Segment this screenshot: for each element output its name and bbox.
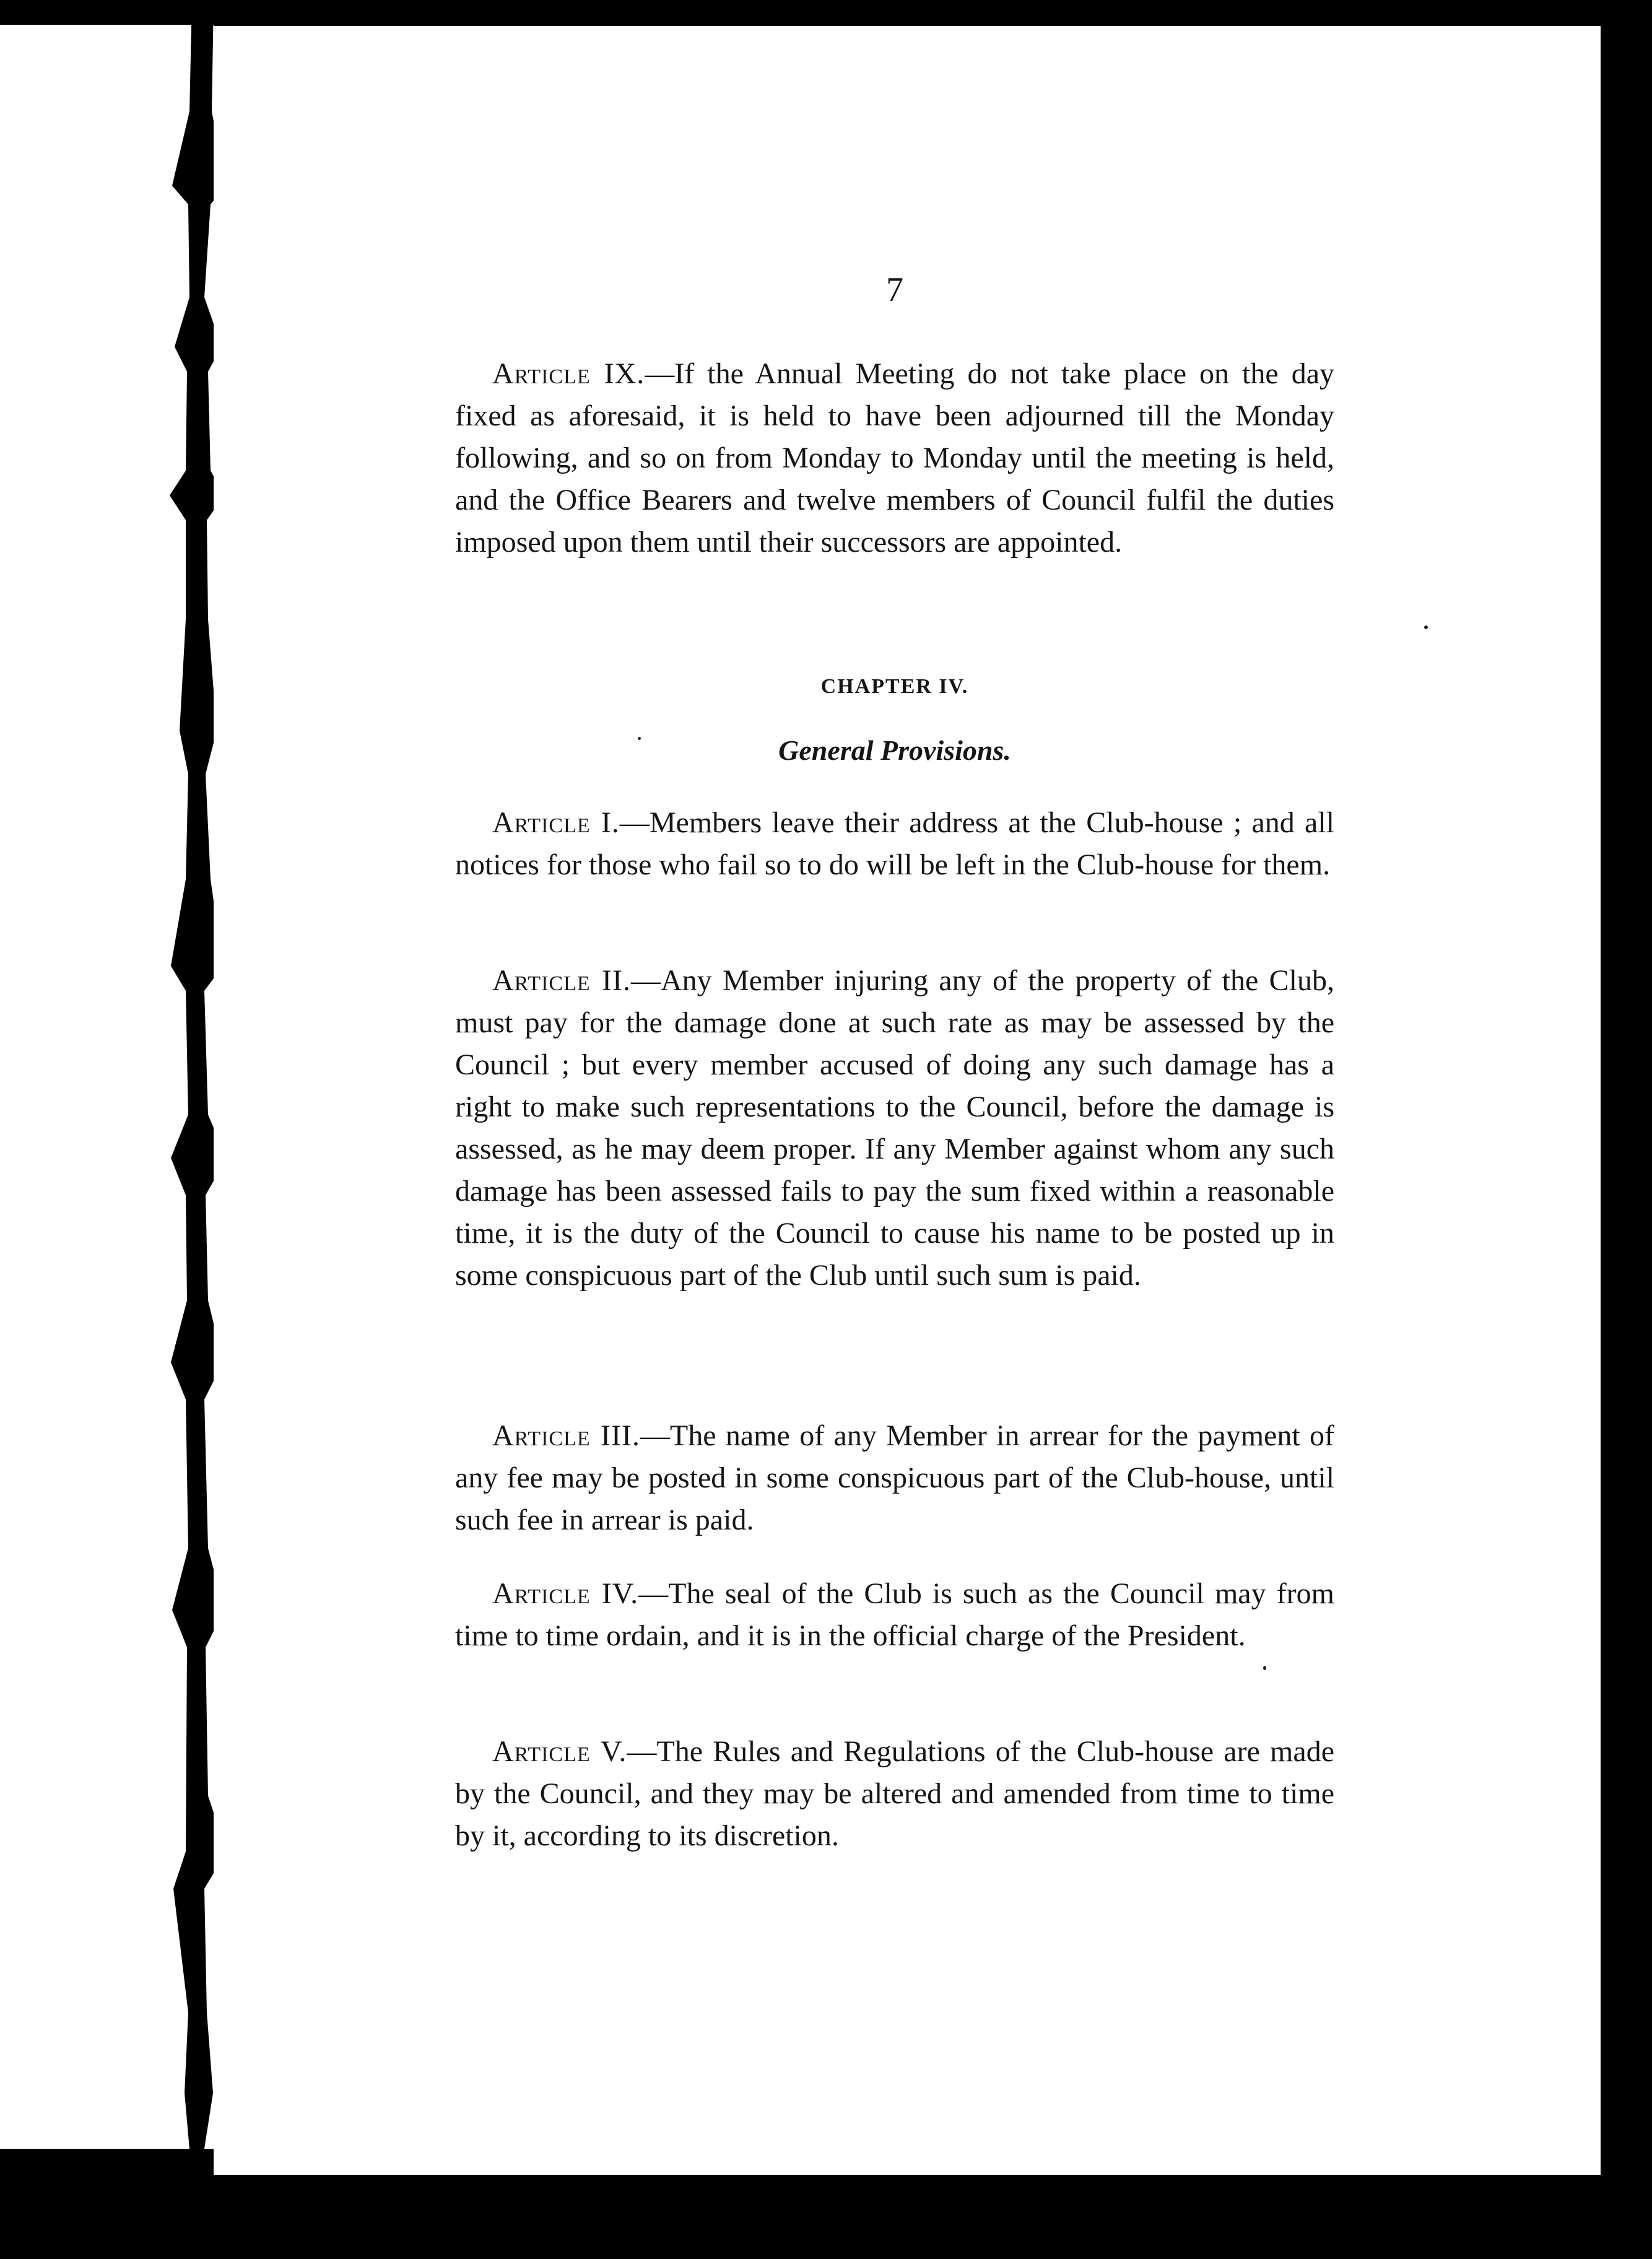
- article-label: Article I.: [492, 806, 620, 839]
- article-text: —The Rules and Regulations of the Club-house are made by the Council, and they may be altered and amended from time to time by it, according to its discretion.: [455, 1735, 1334, 1852]
- print-speck: [1263, 1666, 1266, 1670]
- article-text: —The name of any Member in arrear for the payment of any fee may be posted in some conspicuous part of the Club-house, until such fee in arrear is paid.: [455, 1419, 1335, 1536]
- print-speck: [1424, 625, 1428, 629]
- page-number: 7: [886, 271, 903, 309]
- article-paragraph: [455, 1731, 1334, 1857]
- article-paragraph: [455, 802, 1334, 886]
- article-label: Article IX.: [492, 357, 645, 390]
- article-paragraph: [455, 960, 1334, 1297]
- article-label: Article II.: [492, 964, 631, 997]
- article-paragraph: [455, 1573, 1334, 1657]
- article-ix-paragraph: [455, 353, 1334, 564]
- article-text: —Members leave their address at the Club-house ; and all notices for those who fail so to do will be left in the Club-house for them.: [455, 806, 1335, 881]
- article-text: —The seal of the Club is such as the Council may from time to time ordain, and it is in the official charge of the President.: [455, 1577, 1334, 1652]
- article-label: Article IV.: [492, 1577, 639, 1610]
- article-label: Article III.: [492, 1419, 640, 1452]
- article-label: Article V.: [492, 1735, 627, 1768]
- article-text: —Any Member injuring any of the property of the Club, must pay for the damage done at such rate as may be assessed by the Council ; but every member accused of doing any such damage has a right to make such representations to the Council, before the damage is assessed, as he may deem proper. If any Member against whom any such damage has been assessed fails to pay the sum fixed within a reasonable time, it is the duty of the Council to cause his name to be posted up in some conspicuous part of the Club until such sum is paid.: [455, 964, 1335, 1292]
- article-text: —If the Annual Meeting do not take place on the day fixed as aforesaid, it is held to have been adjourned till the Monday following, and so on from Monday to Monday until the meeting is held, and the Office Bearers and twelve members of Council fulfil the duties imposed upon them until their successors are appointed.: [455, 357, 1334, 559]
- chapter-heading: CHAPTER IV.: [820, 675, 969, 698]
- section-title: General Provisions.: [778, 734, 1011, 766]
- article-paragraph: [455, 1415, 1334, 1541]
